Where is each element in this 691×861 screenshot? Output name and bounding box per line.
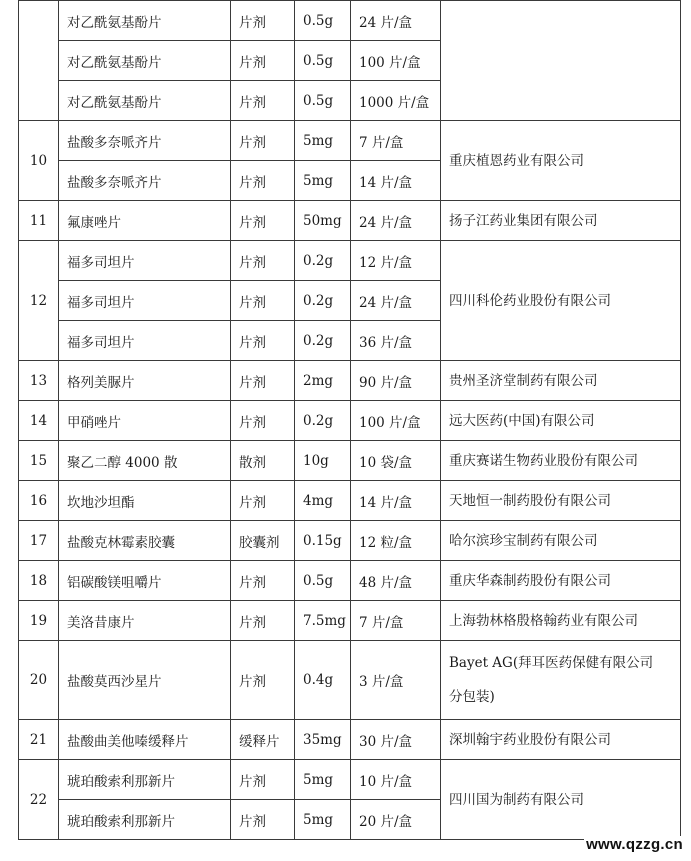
row-number: 14 — [19, 401, 59, 441]
package: 24 片/盒 — [351, 1, 441, 41]
manufacturer: 天地恒一制药股份有限公司 — [441, 481, 681, 521]
dosage-form: 片剂 — [231, 241, 295, 281]
specification: 35mg — [295, 720, 351, 760]
manufacturer: 扬子江药业集团有限公司 — [441, 201, 681, 241]
row-number — [19, 1, 59, 121]
package: 12 粒/盒 — [351, 521, 441, 561]
package: 100 片/盒 — [351, 401, 441, 441]
drug-name: 对乙酰氨基酚片 — [59, 81, 231, 121]
row-number: 11 — [19, 201, 59, 241]
package: 7 片/盒 — [351, 601, 441, 641]
site-watermark: www.qzzg.cn — [586, 836, 683, 853]
drug-name: 聚乙二醇 4000 散 — [59, 441, 231, 481]
specification: 0.15g — [295, 521, 351, 561]
row-number: 10 — [19, 121, 59, 201]
dosage-form: 片剂 — [231, 1, 295, 41]
row-number: 12 — [19, 241, 59, 361]
drug-name: 格列美脲片 — [59, 361, 231, 401]
specification: 0.5g — [295, 561, 351, 601]
drug-name: 盐酸曲美他嗪缓释片 — [59, 720, 231, 760]
manufacturer-line: Bayet AG(拜耳医药保健有限公司 — [449, 655, 654, 671]
package: 24 片/盒 — [351, 201, 441, 241]
drug-name: 盐酸克林霉素胶囊 — [59, 521, 231, 561]
package: 24 片/盒 — [351, 281, 441, 321]
drug-name: 琥珀酸索利那新片 — [59, 760, 231, 800]
table-row — [19, 481, 681, 521]
table-row — [19, 241, 681, 281]
specification: 50mg — [295, 201, 351, 241]
dosage-form: 片剂 — [231, 361, 295, 401]
table-row — [19, 201, 681, 241]
specification: 4mg — [295, 481, 351, 521]
manufacturer: 深圳翰宇药业股份有限公司 — [441, 720, 681, 760]
specification: 0.4g — [295, 641, 351, 720]
dosage-form: 片剂 — [231, 561, 295, 601]
specification: 5mg — [295, 161, 351, 201]
package: 20 片/盒 — [351, 800, 441, 840]
drug-name: 琥珀酸索利那新片 — [59, 800, 231, 840]
dosage-form: 片剂 — [231, 401, 295, 441]
package: 14 片/盒 — [351, 161, 441, 201]
specification: 0.2g — [295, 241, 351, 281]
package: 1000 片/盒 — [351, 81, 441, 121]
drug-name: 福多司坦片 — [59, 241, 231, 281]
table-row — [19, 601, 681, 641]
manufacturer: 四川科伦药业股份有限公司 — [441, 241, 681, 361]
drug-name: 铝碳酸镁咀嚼片 — [59, 561, 231, 601]
drug-name: 美洛昔康片 — [59, 601, 231, 641]
row-number: 16 — [19, 481, 59, 521]
manufacturer: 远大医药(中国)有限公司 — [441, 401, 681, 441]
dosage-form: 胶囊剂 — [231, 521, 295, 561]
package: 90 片/盒 — [351, 361, 441, 401]
table-row — [19, 401, 681, 441]
row-number: 15 — [19, 441, 59, 481]
dosage-form: 片剂 — [231, 41, 295, 81]
specification: 0.5g — [295, 1, 351, 41]
dosage-form: 片剂 — [231, 800, 295, 840]
dosage-form: 片剂 — [231, 161, 295, 201]
row-number: 22 — [19, 760, 59, 840]
package: 30 片/盒 — [351, 720, 441, 760]
table-row — [19, 121, 681, 161]
manufacturer: 重庆华森制药股份有限公司 — [441, 561, 681, 601]
table-row — [19, 641, 681, 720]
table-row — [19, 441, 681, 481]
specification: 5mg — [295, 800, 351, 840]
drug-name: 盐酸多奈哌齐片 — [59, 121, 231, 161]
table-row — [19, 561, 681, 601]
dosage-form: 片剂 — [231, 121, 295, 161]
specification: 5mg — [295, 121, 351, 161]
specification: 0.2g — [295, 321, 351, 361]
table-row — [19, 1, 681, 41]
table-row — [19, 720, 681, 760]
package: 7 片/盒 — [351, 121, 441, 161]
manufacturer — [441, 1, 681, 121]
row-number: 19 — [19, 601, 59, 641]
package: 3 片/盒 — [351, 641, 441, 720]
drug-name: 甲硝唑片 — [59, 401, 231, 441]
row-number: 17 — [19, 521, 59, 561]
dosage-form: 缓释片 — [231, 720, 295, 760]
dosage-form: 片剂 — [231, 321, 295, 361]
package: 48 片/盒 — [351, 561, 441, 601]
specification: 0.2g — [295, 281, 351, 321]
manufacturer: 上海勃林格殷格翰药业有限公司 — [441, 601, 681, 641]
drug-name: 福多司坦片 — [59, 281, 231, 321]
manufacturer: 哈尔滨珍宝制药有限公司 — [441, 521, 681, 561]
dosage-form: 片剂 — [231, 481, 295, 521]
drug-name: 福多司坦片 — [59, 321, 231, 361]
dosage-form: 片剂 — [231, 601, 295, 641]
dosage-form: 片剂 — [231, 201, 295, 241]
dosage-form: 片剂 — [231, 81, 295, 121]
package: 36 片/盒 — [351, 321, 441, 361]
package: 10 片/盒 — [351, 760, 441, 800]
table-row — [19, 521, 681, 561]
package: 10 袋/盒 — [351, 441, 441, 481]
row-number: 18 — [19, 561, 59, 601]
drug-list-table — [18, 0, 681, 840]
dosage-form: 片剂 — [231, 641, 295, 720]
manufacturer-line: 分包装) — [449, 689, 495, 705]
package: 100 片/盒 — [351, 41, 441, 81]
drug-name: 盐酸莫西沙星片 — [59, 641, 231, 720]
row-number: 20 — [19, 641, 59, 720]
specification: 2mg — [295, 361, 351, 401]
package: 14 片/盒 — [351, 481, 441, 521]
drug-name: 对乙酰氨基酚片 — [59, 41, 231, 81]
row-number: 13 — [19, 361, 59, 401]
manufacturer — [441, 641, 681, 720]
specification: 10g — [295, 441, 351, 481]
drug-name: 氟康唑片 — [59, 201, 231, 241]
manufacturer: 重庆赛诺生物药业股份有限公司 — [441, 441, 681, 481]
row-number: 21 — [19, 720, 59, 760]
manufacturer: 重庆植恩药业有限公司 — [441, 121, 681, 201]
dosage-form: 片剂 — [231, 760, 295, 800]
dosage-form: 片剂 — [231, 281, 295, 321]
table-row — [19, 361, 681, 401]
drug-name: 坎地沙坦酯 — [59, 481, 231, 521]
specification: 5mg — [295, 760, 351, 800]
manufacturer: 贵州圣济堂制药有限公司 — [441, 361, 681, 401]
manufacturer: 四川国为制药有限公司 — [441, 760, 681, 840]
table-row — [19, 760, 681, 800]
drug-name: 盐酸多奈哌齐片 — [59, 161, 231, 201]
dosage-form: 散剂 — [231, 441, 295, 481]
specification: 0.2g — [295, 401, 351, 441]
package: 12 片/盒 — [351, 241, 441, 281]
specification: 7.5mg — [295, 601, 351, 641]
specification: 0.5g — [295, 81, 351, 121]
drug-name: 对乙酰氨基酚片 — [59, 1, 231, 41]
specification: 0.5g — [295, 41, 351, 81]
